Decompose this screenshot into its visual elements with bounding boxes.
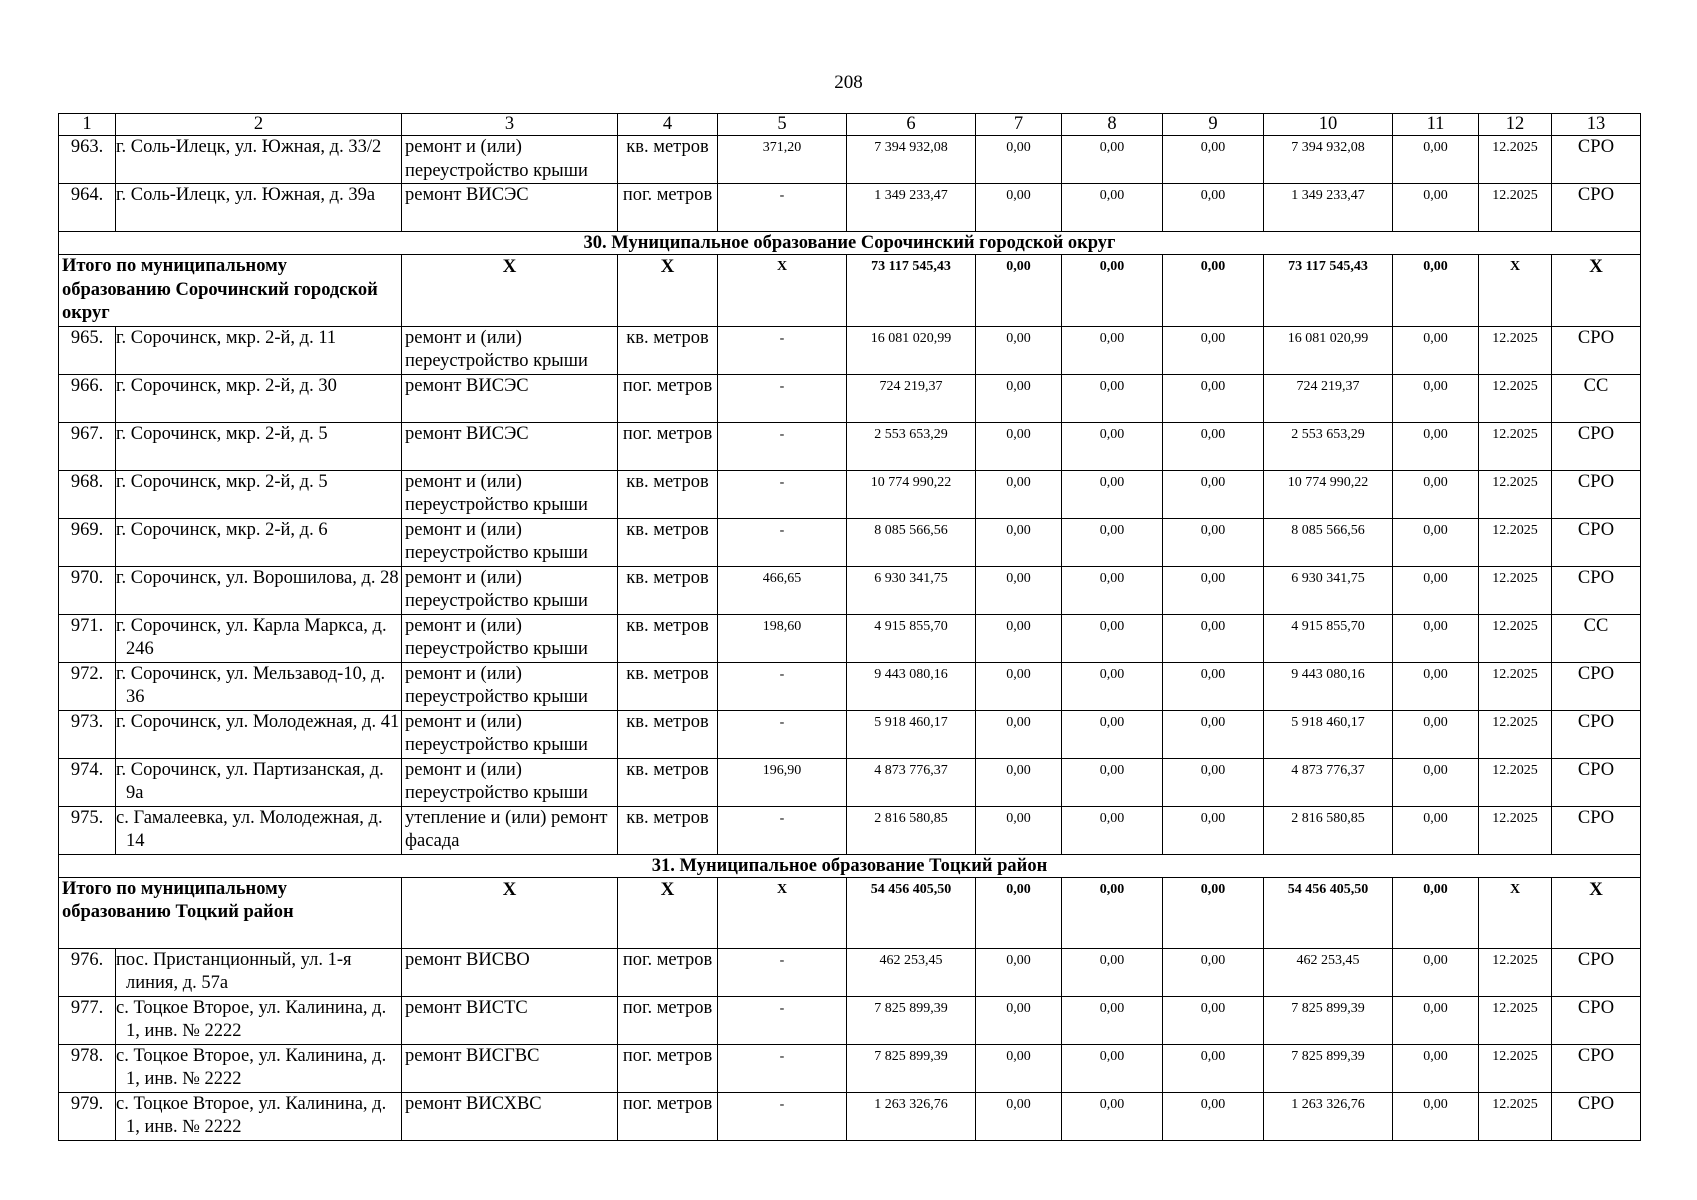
row-col7: 0,00 (976, 326, 1062, 374)
row-unit: пог. метров (618, 996, 718, 1044)
row-col7: 0,00 (976, 374, 1062, 422)
row-col9: 0,00 (1163, 374, 1264, 422)
row-col9: 0,00 (1163, 136, 1264, 184)
row-number: 979. (59, 1092, 116, 1140)
row-method: СРО (1552, 470, 1641, 518)
row-cost: 9 443 080,16 (847, 662, 976, 710)
row-method: СРО (1552, 518, 1641, 566)
total-deadline-x: X (1479, 877, 1552, 948)
total-unit-x: X (618, 877, 718, 948)
row-deadline: 12.2025 (1479, 136, 1552, 184)
row-work-type: ремонт и (или) переустройство крыши (402, 662, 618, 710)
table-row (59, 422, 1641, 470)
total-col10: 54 456 405,50 (1264, 877, 1393, 948)
row-col8: 0,00 (1062, 422, 1163, 470)
row-col8: 0,00 (1062, 1092, 1163, 1140)
total-area-x: X (718, 255, 847, 327)
row-address: г. Сорочинск, ул. Карла Маркса, д. 246 (116, 614, 402, 662)
row-number: 966. (59, 374, 116, 422)
row-number: 964. (59, 184, 116, 232)
row-col10: 5 918 460,17 (1264, 710, 1393, 758)
row-col7: 0,00 (976, 758, 1062, 806)
row-col7: 0,00 (976, 1092, 1062, 1140)
row-address: с. Тоцкое Второе, ул. Калинина, д. 1, инв. № 2222 (116, 996, 402, 1044)
row-number: 965. (59, 326, 116, 374)
row-col11: 0,00 (1393, 948, 1479, 996)
row-cost: 1 263 326,76 (847, 1092, 976, 1140)
row-deadline: 12.2025 (1479, 470, 1552, 518)
row-method: СРО (1552, 996, 1641, 1044)
row-col10: 16 081 020,99 (1264, 326, 1393, 374)
row-col11: 0,00 (1393, 422, 1479, 470)
row-area: 466,65 (718, 566, 847, 614)
table-row (59, 326, 1641, 374)
row-col7: 0,00 (976, 470, 1062, 518)
header-cell-11: 11 (1393, 114, 1479, 136)
row-col9: 0,00 (1163, 326, 1264, 374)
row-cost: 1 349 233,47 (847, 184, 976, 232)
row-work-type: ремонт и (или) переустройство крыши (402, 470, 618, 518)
row-work-type: ремонт и (или) переустройство крыши (402, 136, 618, 184)
row-unit: пог. метров (618, 948, 718, 996)
row-deadline: 12.2025 (1479, 1092, 1552, 1140)
row-col8: 0,00 (1062, 470, 1163, 518)
row-col8: 0,00 (1062, 662, 1163, 710)
row-method: СРО (1552, 662, 1641, 710)
row-number: 973. (59, 710, 116, 758)
row-address: г. Сорочинск, мкр. 2-й, д. 11 (116, 326, 402, 374)
row-unit: кв. метров (618, 614, 718, 662)
row-number: 977. (59, 996, 116, 1044)
row-col7: 0,00 (976, 662, 1062, 710)
row-col10: 2 816 580,85 (1264, 806, 1393, 854)
row-col7: 0,00 (976, 948, 1062, 996)
row-col8: 0,00 (1062, 566, 1163, 614)
row-number: 969. (59, 518, 116, 566)
row-area: - (718, 662, 847, 710)
row-col10: 462 253,45 (1264, 948, 1393, 996)
row-cost: 4 915 855,70 (847, 614, 976, 662)
row-col8: 0,00 (1062, 758, 1163, 806)
total-cost: 54 456 405,50 (847, 877, 976, 948)
row-work-type: ремонт и (или) переустройство крыши (402, 710, 618, 758)
row-deadline: 12.2025 (1479, 374, 1552, 422)
table-body (59, 114, 1641, 1141)
row-address: г. Сорочинск, ул. Ворошилова, д. 28 (116, 566, 402, 614)
header-cell-10: 10 (1264, 114, 1393, 136)
row-cost: 7 394 932,08 (847, 136, 976, 184)
row-work-type: ремонт ВИСЭС (402, 374, 618, 422)
table-row (59, 1044, 1641, 1092)
row-unit: кв. метров (618, 470, 718, 518)
row-col7: 0,00 (976, 136, 1062, 184)
row-number: 970. (59, 566, 116, 614)
row-address: г. Соль-Илецк, ул. Южная, д. 39а (116, 184, 402, 232)
row-unit: кв. метров (618, 758, 718, 806)
table-row (59, 470, 1641, 518)
total-cost: 73 117 545,43 (847, 255, 976, 327)
row-unit: кв. метров (618, 566, 718, 614)
row-number: 963. (59, 136, 116, 184)
table-row (59, 518, 1641, 566)
row-col10: 7 825 899,39 (1264, 1044, 1393, 1092)
row-cost: 16 081 020,99 (847, 326, 976, 374)
total-method-x: X (1552, 877, 1641, 948)
row-work-type: ремонт ВИСЭС (402, 422, 618, 470)
row-unit: кв. метров (618, 326, 718, 374)
total-work-x: X (402, 255, 618, 327)
table-row (59, 662, 1641, 710)
total-col9: 0,00 (1163, 877, 1264, 948)
row-col11: 0,00 (1393, 470, 1479, 518)
row-address: г. Сорочинск, мкр. 2-й, д. 6 (116, 518, 402, 566)
row-method: СС (1552, 614, 1641, 662)
row-area: 196,90 (718, 758, 847, 806)
row-area: - (718, 470, 847, 518)
row-cost: 8 085 566,56 (847, 518, 976, 566)
row-method: СРО (1552, 1092, 1641, 1140)
row-col9: 0,00 (1163, 948, 1264, 996)
row-unit: кв. метров (618, 710, 718, 758)
total-label: Итого по муниципальному образованию Сорочинский городской округ (59, 255, 402, 327)
row-unit: кв. метров (618, 518, 718, 566)
row-deadline: 12.2025 (1479, 948, 1552, 996)
row-deadline: 12.2025 (1479, 566, 1552, 614)
row-method: СРО (1552, 184, 1641, 232)
row-unit: пог. метров (618, 184, 718, 232)
header-cell-3: 3 (402, 114, 618, 136)
table-row (59, 614, 1641, 662)
row-number: 972. (59, 662, 116, 710)
table-row (59, 758, 1641, 806)
row-cost: 5 918 460,17 (847, 710, 976, 758)
header-cell-5: 5 (718, 114, 847, 136)
row-col10: 6 930 341,75 (1264, 566, 1393, 614)
row-cost: 4 873 776,37 (847, 758, 976, 806)
row-col7: 0,00 (976, 518, 1062, 566)
table-row (59, 710, 1641, 758)
section-header-row (59, 232, 1641, 255)
row-address: с. Тоцкое Второе, ул. Калинина, д. 1, инв. № 2222 (116, 1092, 402, 1140)
row-unit: кв. метров (618, 806, 718, 854)
row-col7: 0,00 (976, 614, 1062, 662)
row-deadline: 12.2025 (1479, 996, 1552, 1044)
row-deadline: 12.2025 (1479, 614, 1552, 662)
row-col7: 0,00 (976, 184, 1062, 232)
total-col11: 0,00 (1393, 877, 1479, 948)
row-work-type: ремонт ВИСВО (402, 948, 618, 996)
row-col9: 0,00 (1163, 614, 1264, 662)
row-col8: 0,00 (1062, 996, 1163, 1044)
row-method: СРО (1552, 710, 1641, 758)
row-cost: 6 930 341,75 (847, 566, 976, 614)
row-deadline: 12.2025 (1479, 184, 1552, 232)
row-area: - (718, 518, 847, 566)
total-method-x: X (1552, 255, 1641, 327)
total-col7: 0,00 (976, 877, 1062, 948)
row-address: с. Тоцкое Второе, ул. Калинина, д. 1, инв. № 2222 (116, 1044, 402, 1092)
row-cost: 7 825 899,39 (847, 996, 976, 1044)
total-col9: 0,00 (1163, 255, 1264, 327)
row-col11: 0,00 (1393, 806, 1479, 854)
total-work-x: X (402, 877, 618, 948)
row-col11: 0,00 (1393, 1092, 1479, 1140)
table-row (59, 136, 1641, 184)
row-area: - (718, 948, 847, 996)
row-area: - (718, 326, 847, 374)
row-work-type: ремонт и (или) переустройство крыши (402, 566, 618, 614)
row-col9: 0,00 (1163, 518, 1264, 566)
total-row (59, 877, 1641, 948)
row-area: - (718, 374, 847, 422)
row-col8: 0,00 (1062, 136, 1163, 184)
row-col10: 4 873 776,37 (1264, 758, 1393, 806)
page-number: 208 (834, 72, 863, 93)
row-unit: пог. метров (618, 1092, 718, 1140)
row-col11: 0,00 (1393, 184, 1479, 232)
row-col10: 1 349 233,47 (1264, 184, 1393, 232)
total-row (59, 255, 1641, 327)
row-col10: 7 394 932,08 (1264, 136, 1393, 184)
row-unit: пог. метров (618, 1044, 718, 1092)
row-cost: 724 219,37 (847, 374, 976, 422)
header-cell-12: 12 (1479, 114, 1552, 136)
table-row (59, 948, 1641, 996)
row-address: пос. Пристанционный, ул. 1-я линия, д. 57а (116, 948, 402, 996)
row-col9: 0,00 (1163, 710, 1264, 758)
header-cell-9: 9 (1163, 114, 1264, 136)
row-col11: 0,00 (1393, 566, 1479, 614)
row-col8: 0,00 (1062, 326, 1163, 374)
row-col11: 0,00 (1393, 374, 1479, 422)
total-deadline-x: X (1479, 255, 1552, 327)
row-area: 371,20 (718, 136, 847, 184)
header-cell-4: 4 (618, 114, 718, 136)
capital-repair-table (58, 113, 1641, 1141)
row-col11: 0,00 (1393, 518, 1479, 566)
header-cell-13: 13 (1552, 114, 1641, 136)
row-method: СРО (1552, 422, 1641, 470)
row-deadline: 12.2025 (1479, 758, 1552, 806)
row-address: г. Сорочинск, мкр. 2-й, д. 30 (116, 374, 402, 422)
row-address: г. Соль-Илецк, ул. Южная, д. 33/2 (116, 136, 402, 184)
row-col8: 0,00 (1062, 948, 1163, 996)
row-deadline: 12.2025 (1479, 326, 1552, 374)
row-area: 198,60 (718, 614, 847, 662)
row-work-type: ремонт ВИСТС (402, 996, 618, 1044)
table-row (59, 806, 1641, 854)
row-col8: 0,00 (1062, 374, 1163, 422)
row-col11: 0,00 (1393, 758, 1479, 806)
column-number-header-row (59, 114, 1641, 136)
total-col8: 0,00 (1062, 255, 1163, 327)
row-deadline: 12.2025 (1479, 662, 1552, 710)
row-work-type: утепление и (или) ремонт фасада (402, 806, 618, 854)
row-col8: 0,00 (1062, 806, 1163, 854)
row-col9: 0,00 (1163, 422, 1264, 470)
row-col9: 0,00 (1163, 996, 1264, 1044)
row-col10: 8 085 566,56 (1264, 518, 1393, 566)
row-method: СРО (1552, 326, 1641, 374)
header-cell-2: 2 (116, 114, 402, 136)
section-title: 31. Муниципальное образование Тоцкий район (59, 854, 1641, 877)
row-col10: 1 263 326,76 (1264, 1092, 1393, 1140)
row-col8: 0,00 (1062, 614, 1163, 662)
row-cost: 2 816 580,85 (847, 806, 976, 854)
row-unit: кв. метров (618, 662, 718, 710)
row-method: СРО (1552, 806, 1641, 854)
header-cell-8: 8 (1062, 114, 1163, 136)
row-col11: 0,00 (1393, 326, 1479, 374)
row-deadline: 12.2025 (1479, 710, 1552, 758)
row-address: г. Сорочинск, ул. Молодежная, д. 41 (116, 710, 402, 758)
total-area-x: X (718, 877, 847, 948)
header-cell-6: 6 (847, 114, 976, 136)
row-col10: 2 553 653,29 (1264, 422, 1393, 470)
row-deadline: 12.2025 (1479, 422, 1552, 470)
row-col7: 0,00 (976, 422, 1062, 470)
row-area: - (718, 996, 847, 1044)
row-area: - (718, 806, 847, 854)
table-row (59, 184, 1641, 232)
row-col9: 0,00 (1163, 1044, 1264, 1092)
table-row (59, 996, 1641, 1044)
row-work-type: ремонт ВИСХВС (402, 1092, 618, 1140)
row-work-type: ремонт ВИСЭС (402, 184, 618, 232)
row-col10: 7 825 899,39 (1264, 996, 1393, 1044)
row-cost: 2 553 653,29 (847, 422, 976, 470)
row-area: - (718, 710, 847, 758)
row-col7: 0,00 (976, 710, 1062, 758)
row-deadline: 12.2025 (1479, 518, 1552, 566)
section-header-row (59, 854, 1641, 877)
row-method: СРО (1552, 948, 1641, 996)
row-method: СРО (1552, 566, 1641, 614)
row-col8: 0,00 (1062, 1044, 1163, 1092)
row-col10: 724 219,37 (1264, 374, 1393, 422)
row-col9: 0,00 (1163, 662, 1264, 710)
row-col9: 0,00 (1163, 566, 1264, 614)
row-area: - (718, 422, 847, 470)
row-work-type: ремонт ВИСГВС (402, 1044, 618, 1092)
row-col7: 0,00 (976, 1044, 1062, 1092)
row-area: - (718, 184, 847, 232)
row-number: 975. (59, 806, 116, 854)
row-number: 968. (59, 470, 116, 518)
row-number: 974. (59, 758, 116, 806)
row-col11: 0,00 (1393, 996, 1479, 1044)
row-col11: 0,00 (1393, 136, 1479, 184)
table-row (59, 566, 1641, 614)
row-col11: 0,00 (1393, 662, 1479, 710)
row-col9: 0,00 (1163, 184, 1264, 232)
row-cost: 7 825 899,39 (847, 1044, 976, 1092)
row-col7: 0,00 (976, 996, 1062, 1044)
row-col11: 0,00 (1393, 710, 1479, 758)
row-address: г. Сорочинск, ул. Мельзавод-10, д. 36 (116, 662, 402, 710)
row-method: СРО (1552, 136, 1641, 184)
row-address: с. Гамалеевка, ул. Молодежная, д. 14 (116, 806, 402, 854)
total-col11: 0,00 (1393, 255, 1479, 327)
row-col11: 0,00 (1393, 614, 1479, 662)
row-unit: кв. метров (618, 136, 718, 184)
row-deadline: 12.2025 (1479, 1044, 1552, 1092)
row-cost: 10 774 990,22 (847, 470, 976, 518)
row-address: г. Сорочинск, мкр. 2-й, д. 5 (116, 422, 402, 470)
row-unit: пог. метров (618, 374, 718, 422)
table-row (59, 1092, 1641, 1140)
row-method: СРО (1552, 758, 1641, 806)
total-col8: 0,00 (1062, 877, 1163, 948)
row-work-type: ремонт и (или) переустройство крыши (402, 758, 618, 806)
row-work-type: ремонт и (или) переустройство крыши (402, 326, 618, 374)
row-col9: 0,00 (1163, 470, 1264, 518)
total-col10: 73 117 545,43 (1264, 255, 1393, 327)
row-col9: 0,00 (1163, 806, 1264, 854)
row-area: - (718, 1092, 847, 1140)
row-col10: 10 774 990,22 (1264, 470, 1393, 518)
row-col7: 0,00 (976, 566, 1062, 614)
row-col7: 0,00 (976, 806, 1062, 854)
table-row (59, 374, 1641, 422)
total-unit-x: X (618, 255, 718, 327)
total-col7: 0,00 (976, 255, 1062, 327)
section-title: 30. Муниципальное образование Сорочинский городской округ (59, 232, 1641, 255)
header-cell-7: 7 (976, 114, 1062, 136)
row-unit: пог. метров (618, 422, 718, 470)
row-cost: 462 253,45 (847, 948, 976, 996)
row-deadline: 12.2025 (1479, 806, 1552, 854)
row-col9: 0,00 (1163, 1092, 1264, 1140)
row-col9: 0,00 (1163, 758, 1264, 806)
row-address: г. Сорочинск, мкр. 2-й, д. 5 (116, 470, 402, 518)
row-method: СС (1552, 374, 1641, 422)
row-col11: 0,00 (1393, 1044, 1479, 1092)
row-col8: 0,00 (1062, 710, 1163, 758)
total-label: Итого по муниципальному образованию Тоцкий район (59, 877, 402, 948)
row-number: 971. (59, 614, 116, 662)
row-number: 967. (59, 422, 116, 470)
row-number: 978. (59, 1044, 116, 1092)
row-number: 976. (59, 948, 116, 996)
header-cell-1: 1 (59, 114, 116, 136)
row-col8: 0,00 (1062, 184, 1163, 232)
row-work-type: ремонт и (или) переустройство крыши (402, 614, 618, 662)
row-address: г. Сорочинск, ул. Партизанская, д. 9а (116, 758, 402, 806)
row-method: СРО (1552, 1044, 1641, 1092)
row-area: - (718, 1044, 847, 1092)
row-col8: 0,00 (1062, 518, 1163, 566)
row-work-type: ремонт и (или) переустройство крыши (402, 518, 618, 566)
row-col10: 9 443 080,16 (1264, 662, 1393, 710)
row-col10: 4 915 855,70 (1264, 614, 1393, 662)
